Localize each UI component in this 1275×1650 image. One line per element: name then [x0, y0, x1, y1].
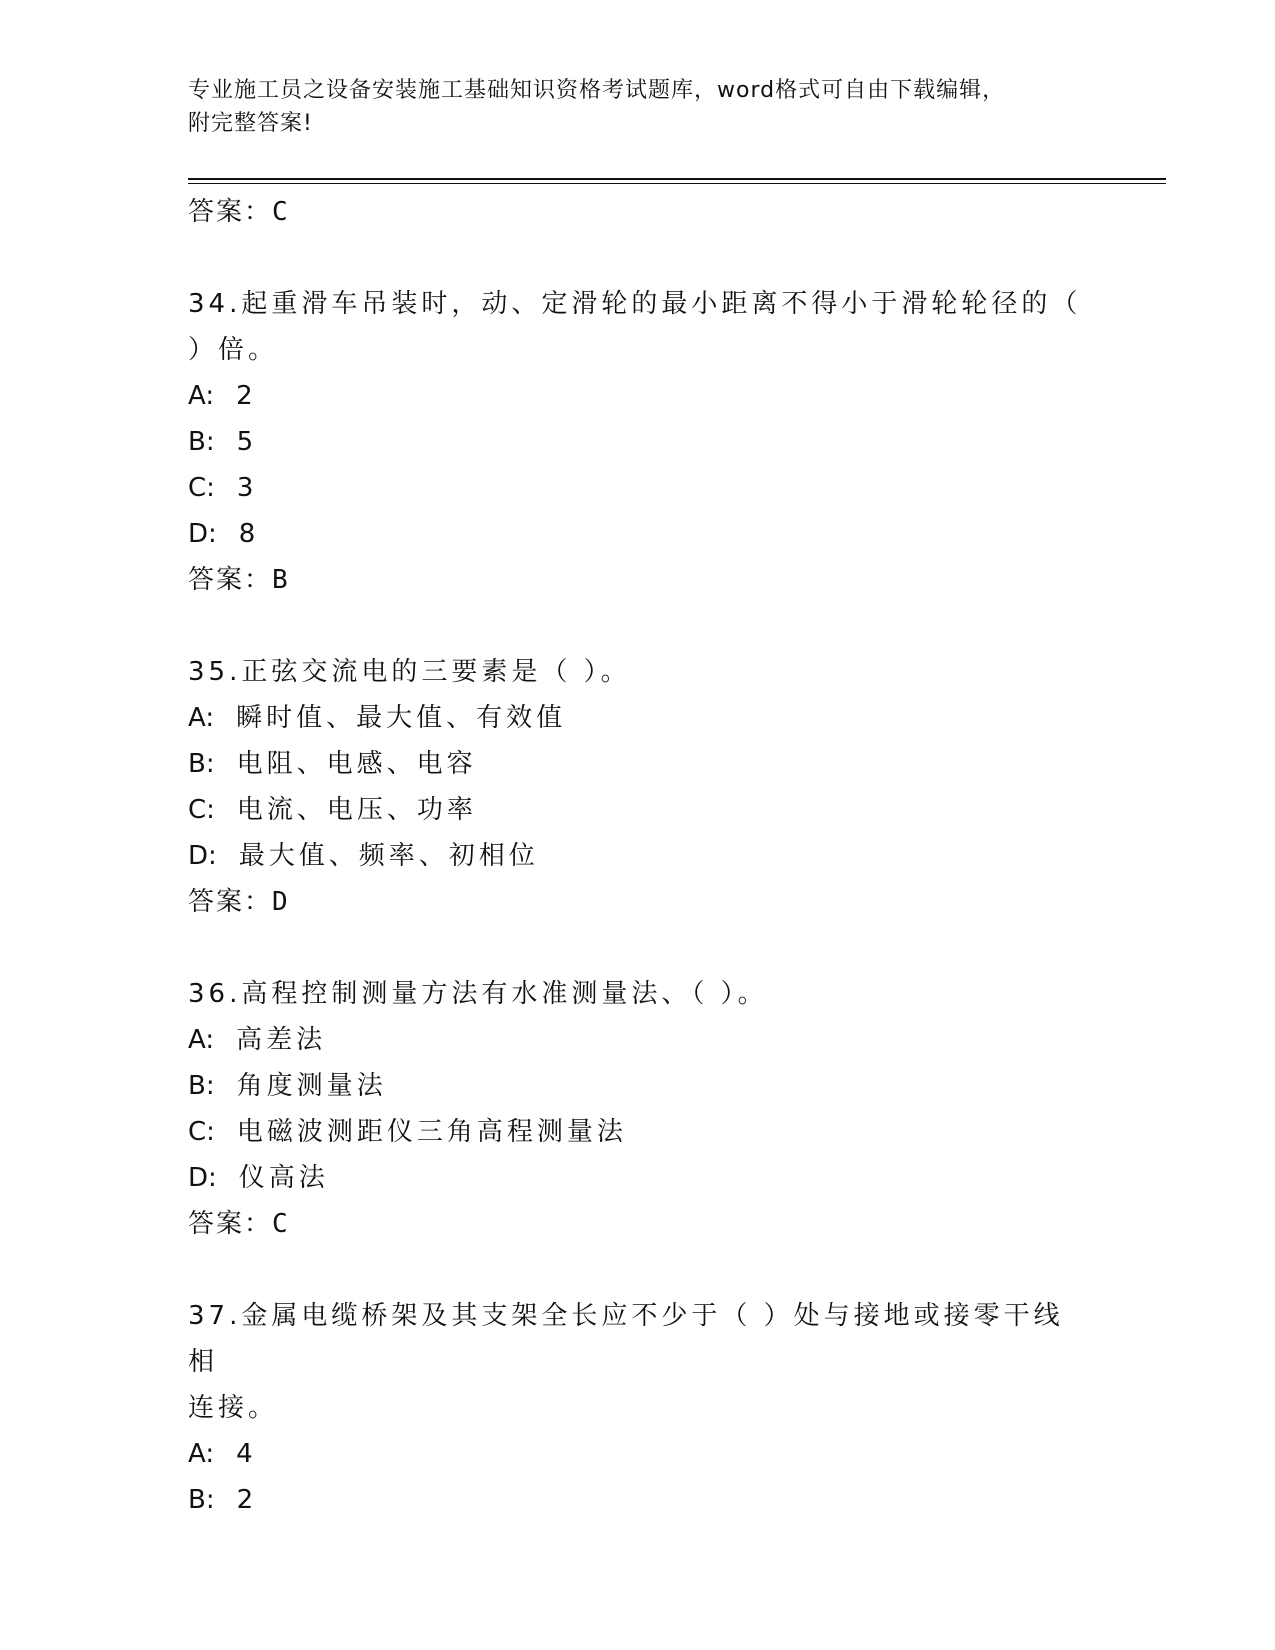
question-number: 36. [188, 979, 242, 1009]
option-a [188, 695, 1088, 741]
question-stem-continued: ）倍。 [188, 335, 279, 365]
question-text: 正弦交流电的三要素是（ ）。 [241, 657, 631, 687]
option-text: 角度测量法 [236, 1071, 387, 1101]
option-letter: B: [188, 427, 215, 457]
option-d [188, 511, 1088, 557]
option-text: 仪高法 [238, 1163, 329, 1193]
option-letter: A: [188, 1025, 215, 1055]
question-34 [188, 281, 1088, 603]
answer-line [188, 557, 1088, 603]
question-text: 起重滑车吊装时，动、定滑轮的最小距离不得小于滑轮轮径的（ [241, 289, 1082, 319]
option-letter: A: [188, 1439, 215, 1469]
option-text: 2 [236, 1485, 258, 1515]
option-c [188, 465, 1088, 511]
question-35 [188, 649, 1088, 925]
option-text: 8 [238, 519, 260, 549]
option-b [188, 1477, 1088, 1523]
option-text: 4 [236, 1439, 257, 1469]
option-letter: C: [188, 1117, 215, 1147]
document-body [188, 189, 1088, 1523]
question-number: 34. [188, 289, 242, 319]
question-stem [188, 649, 1088, 695]
question-text: 高程控制测量方法有水准测量法、（ ）。 [241, 979, 768, 1009]
answer-value: D [272, 887, 290, 917]
option-letter: A: [188, 381, 215, 411]
option-d [188, 1155, 1088, 1201]
option-text: 5 [236, 427, 258, 457]
answer-line [188, 1201, 1088, 1247]
question-stem [188, 281, 1088, 327]
answer-line [188, 189, 1088, 235]
answer-value: B [272, 565, 290, 595]
option-text: 3 [236, 473, 258, 503]
question-stem [188, 1293, 1088, 1385]
question-text: 金属电缆桥架及其支架全长应不少于（ ）处与接地或接零干线相 [188, 1301, 1064, 1377]
option-text: 电磁波测距仪三角高程测量法 [236, 1117, 627, 1147]
question-stem-continued: 连接。 [188, 1393, 279, 1423]
option-letter: B: [188, 1485, 215, 1515]
option-text: 瞬时值、最大值、有效值 [236, 703, 567, 733]
option-letter: C: [188, 795, 215, 825]
option-letter: B: [188, 1071, 215, 1101]
question-number: 37. [188, 1301, 242, 1331]
answer-value: C [272, 197, 290, 227]
page-header [188, 74, 1088, 140]
option-text: 最大值、频率、初相位 [238, 841, 539, 871]
answer-label: 答案： [188, 887, 273, 917]
answer-value: C [272, 1209, 290, 1239]
option-text: 2 [236, 381, 257, 411]
header-line-2: 附完整答案! [188, 111, 313, 136]
option-letter: A: [188, 703, 215, 733]
question-number: 35. [188, 657, 242, 687]
option-text: 高差法 [236, 1025, 327, 1055]
option-b [188, 741, 1088, 787]
option-b [188, 419, 1088, 465]
option-c [188, 1109, 1088, 1155]
question-stem [188, 971, 1088, 1017]
answer-label: 答案： [188, 197, 273, 227]
option-c [188, 787, 1088, 833]
header-divider [188, 178, 1166, 180]
option-letter: D: [188, 1163, 217, 1193]
header-line-1: 专业施工员之设备安装施工基础知识资格考试题库，word格式可自由下载编辑， [188, 78, 1006, 103]
option-a [188, 1017, 1088, 1063]
option-letter: B: [188, 749, 215, 779]
option-d [188, 833, 1088, 879]
option-text: 电阻、电感、电容 [236, 749, 477, 779]
option-letter: C: [188, 473, 215, 503]
question-37 [188, 1293, 1088, 1523]
option-a [188, 1431, 1088, 1477]
option-text: 电流、电压、功率 [236, 795, 477, 825]
option-b [188, 1063, 1088, 1109]
answer-label: 答案： [188, 565, 273, 595]
answer-line [188, 879, 1088, 925]
option-a [188, 373, 1088, 419]
answer-label: 答案： [188, 1209, 273, 1239]
question-36 [188, 971, 1088, 1247]
option-letter: D: [188, 841, 217, 871]
option-letter: D: [188, 519, 217, 549]
